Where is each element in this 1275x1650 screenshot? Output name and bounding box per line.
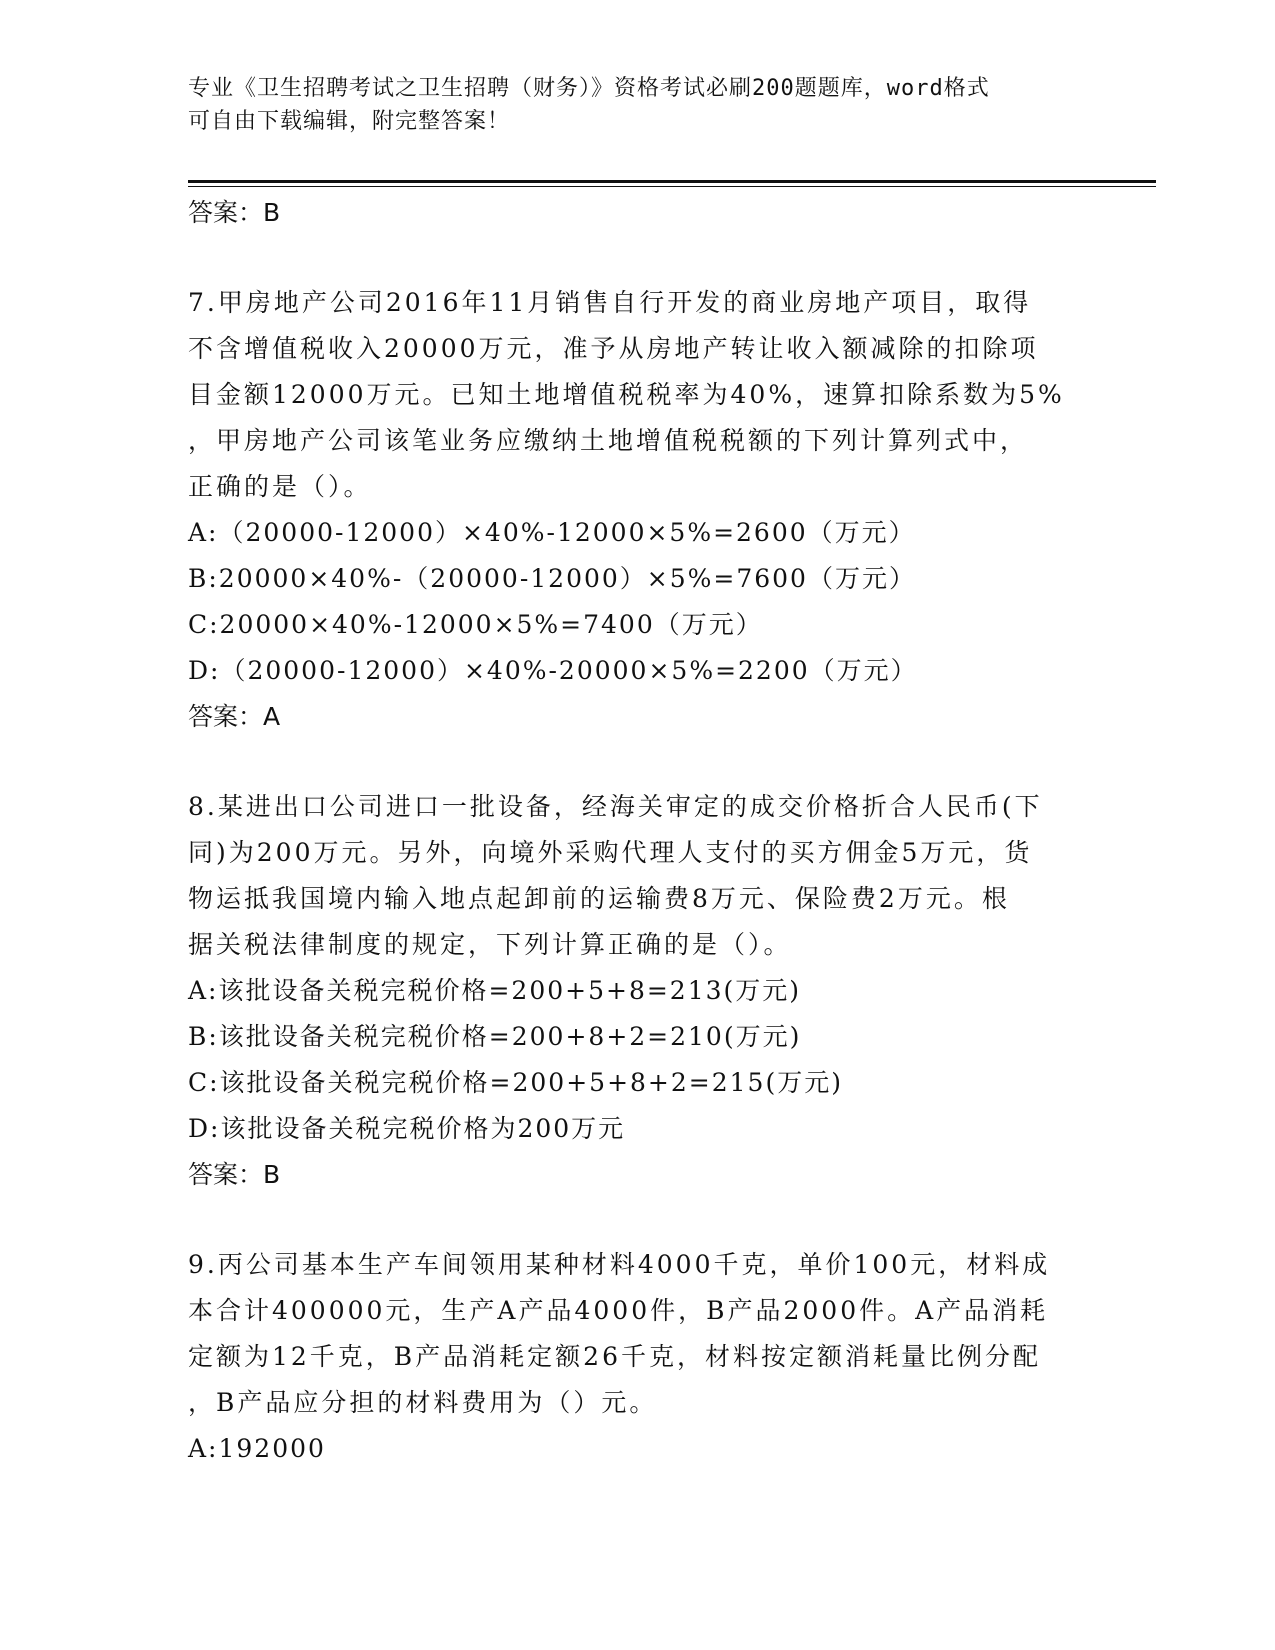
- question-7-line-3: 目金额12000万元。已知土地增值税税率为40%，速算扣除系数为5%: [188, 380, 1065, 409]
- header-line-2: 可自由下载编辑，附完整答案！: [188, 109, 511, 134]
- question-7-option-b: B:20000×40%-（20000-12000）×5%=7600（万元）: [188, 564, 916, 593]
- question-9-line-2: 本合计400000元，生产A产品4000件，B产品2000件。A产品消耗: [188, 1296, 1049, 1325]
- question-8-option-d: D:该批设备关税完税价格为200万元: [188, 1114, 626, 1143]
- question-9-line-3: 定额为12千克，B产品消耗定额26千克，材料按定额消耗量比例分配: [188, 1342, 1041, 1371]
- header-line-1: 专业《卫生招聘考试之卫生招聘（财务）》资格考试必刷200题题库，word格式: [188, 76, 990, 101]
- question-8: [188, 784, 1088, 1198]
- question-9-line-4: ，B产品应分担的材料费用为（）元。: [188, 1388, 658, 1417]
- question-8-answer: 答案：B: [188, 1160, 281, 1189]
- question-9-line-1: 9.丙公司基本生产车间领用某种材料4000千克，单价100元，材料成: [188, 1250, 1051, 1279]
- question-7: [188, 280, 1088, 740]
- question-9: [188, 1242, 1088, 1472]
- header-divider-thick: [188, 180, 1156, 183]
- question-8-line-4: 据关税法律制度的规定，下列计算正确的是（）。: [188, 930, 792, 959]
- spacer: [188, 1198, 1088, 1242]
- question-content: [188, 190, 1088, 1472]
- spacer: [188, 740, 1088, 784]
- question-8-option-c: C:该批设备关税完税价格=200+5+8+2=215(万元): [188, 1068, 843, 1097]
- question-9-option-a: A:192000: [188, 1434, 326, 1463]
- question-8-line-2: 同)为200万元。另外，向境外采购代理人支付的买方佣金5万元，货: [188, 838, 1033, 867]
- question-8-line-1: 8.某进出口公司进口一批设备，经海关审定的成交价格折合人民币(下: [188, 792, 1043, 821]
- question-8-option-a: A:该批设备关税完税价格=200+5+8=213(万元): [188, 976, 802, 1005]
- question-7-option-d: D:（20000-12000）×40%-20000×5%=2200（万元）: [188, 656, 918, 685]
- question-8-option-b: B:该批设备关税完税价格=200+8+2=210(万元): [188, 1022, 802, 1051]
- document-header: [188, 72, 1088, 138]
- question-7-line-2: 不含增值税收入20000万元，准予从房地产转让收入额减除的扣除项: [188, 334, 1039, 363]
- header-divider-thin: [188, 186, 1156, 187]
- question-7-answer: 答案：A: [188, 702, 281, 731]
- question-7-line-5: 正确的是（）。: [188, 472, 372, 501]
- question-7-line-4: ，甲房地产公司该笔业务应缴纳土地增值税税额的下列计算列式中，: [188, 426, 1029, 455]
- answer-previous-question: 答案：B: [188, 198, 281, 227]
- question-7-option-c: C:20000×40%-12000×5%=7400（万元）: [188, 610, 763, 639]
- question-7-line-1: 7.甲房地产公司2016年11月销售自行开发的商业房地产项目，取得: [188, 288, 1032, 317]
- question-8-line-3: 物运抵我国境内输入地点起卸前的运输费8万元、保险费2万元。根: [188, 884, 1010, 913]
- spacer: [188, 236, 1088, 280]
- question-7-option-a: A:（20000-12000）×40%-12000×5%=2600（万元）: [188, 518, 916, 547]
